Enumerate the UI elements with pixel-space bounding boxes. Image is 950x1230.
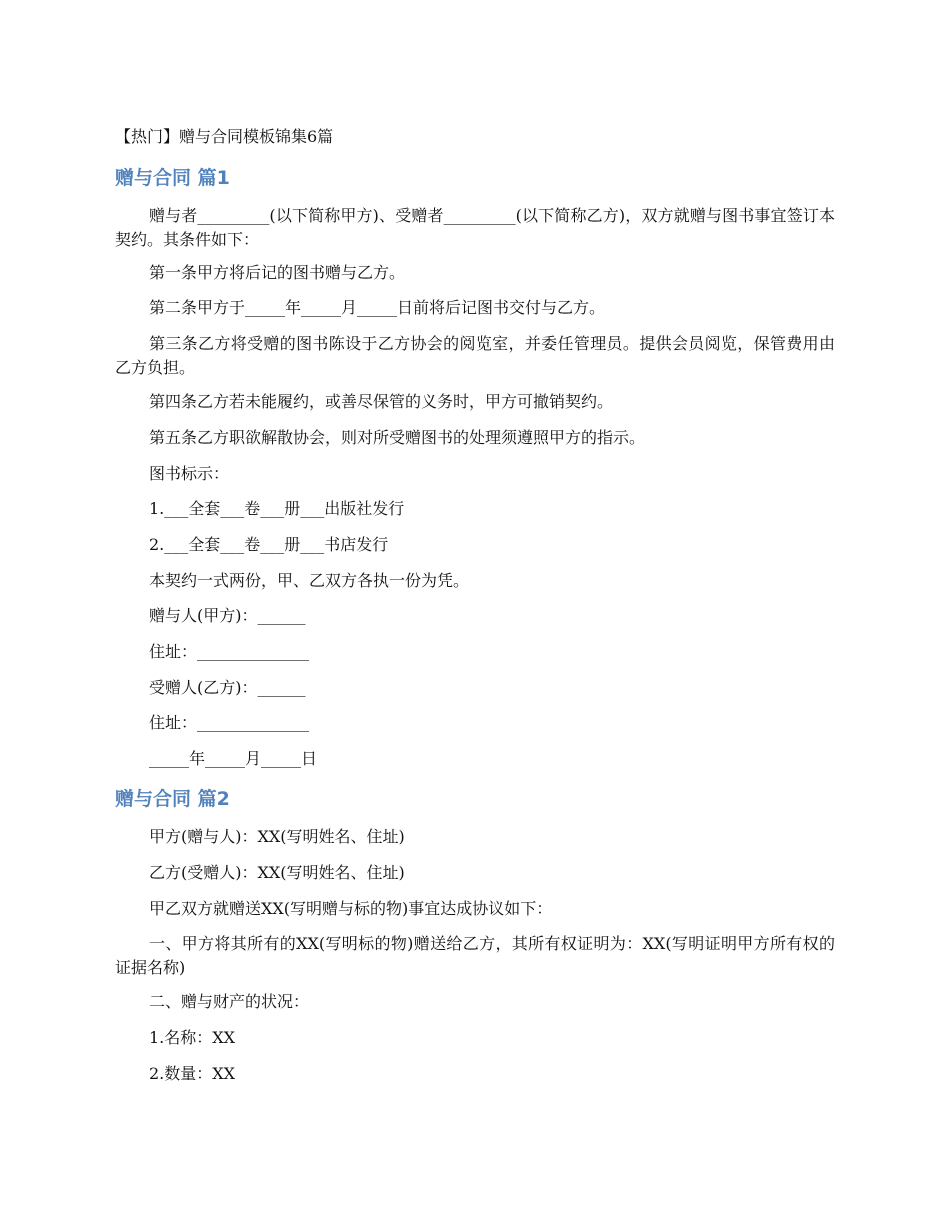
paragraph: 本契约一式两份，甲、乙双方各执一份为凭。 bbox=[149, 571, 470, 590]
paragraph: 乙方(受赠人)：XX(写明姓名、住址) bbox=[149, 863, 405, 882]
paragraph: 第三条乙方将受赠的图书陈设于乙方协会的阅览室，并委任管理员。提供会员阅览，保管费用由乙方负担。 bbox=[115, 334, 835, 377]
paragraph: 第五条乙方职欲解散协会，则对所受赠图书的处理须遵照甲方的指示。 bbox=[149, 428, 646, 447]
paragraph: 第二条甲方于_____年_____月_____日前将后记图书交付与乙方。 bbox=[149, 298, 606, 317]
paragraph: 2.数量：XX bbox=[149, 1064, 236, 1083]
paragraph: 住址：______________ bbox=[149, 642, 310, 661]
document-title: 【热门】赠与合同模板锦集6篇 bbox=[115, 127, 334, 146]
paragraph: 甲方(赠与人)：XX(写明姓名、住址) bbox=[149, 827, 405, 846]
paragraph: 1.___全套___卷___册___出版社发行 bbox=[149, 499, 405, 518]
paragraph: 甲乙双方就赠送XX(写明赠与标的物)事宜达成协议如下： bbox=[149, 899, 553, 918]
paragraph: 第一条甲方将后记的图书赠与乙方。 bbox=[149, 263, 406, 282]
paragraph: 赠与人(甲方)：______ bbox=[149, 606, 306, 625]
paragraph: 图书标示： bbox=[149, 464, 230, 483]
paragraph: 住址：______________ bbox=[149, 713, 310, 732]
paragraph: 受赠人(乙方)：______ bbox=[149, 678, 306, 697]
section-heading-1: 赠与合同 篇1 bbox=[115, 167, 230, 189]
paragraph: 一、甲方将其所有的XX(写明标的物)赠送给乙方，其所有权证明为：XX(写明证明甲方所有权的证据名称) bbox=[115, 934, 835, 977]
paragraph: 2.___全套___卷___册___书店发行 bbox=[149, 535, 389, 554]
section-heading-2: 赠与合同 篇2 bbox=[115, 788, 230, 810]
paragraph: 第四条乙方若未能履约，或善尽保管的义务时，甲方可撤销契约。 bbox=[149, 392, 614, 411]
paragraph: 1.名称：XX bbox=[149, 1028, 236, 1047]
paragraph: 赠与者_________(以下简称甲方)、受赠者_________(以下简称乙方)，双方就赠与图书事宜签订本契约。其条件如下： bbox=[115, 206, 835, 249]
paragraph: _____年_____月_____日 bbox=[149, 749, 318, 768]
paragraph: 二、赠与财产的状况： bbox=[149, 992, 310, 1011]
